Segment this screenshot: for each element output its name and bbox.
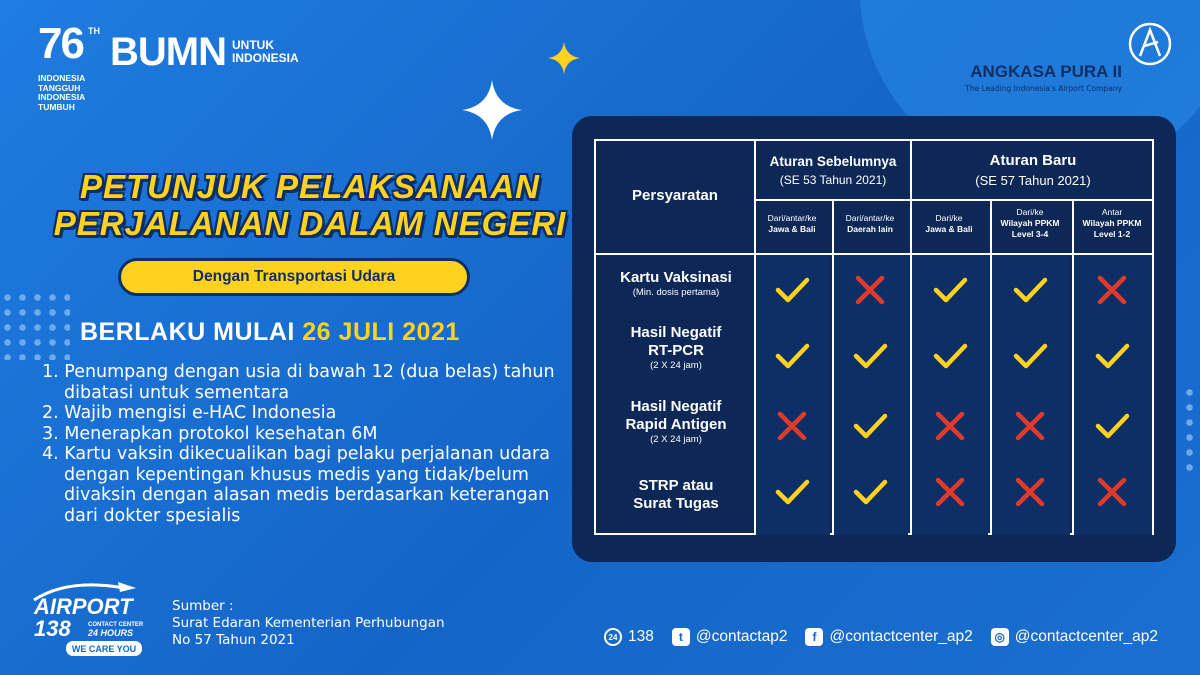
old-rule-ref: (SE 53 Tahun 2021) xyxy=(779,173,887,187)
bumn-logo-text: BUMN xyxy=(110,30,226,74)
effective-date-value: 26 JULI 2021 xyxy=(302,318,460,346)
check-icon xyxy=(1094,411,1130,441)
rule-item: 3. Menerapkan protokol kesehatan 6M xyxy=(42,423,378,444)
bumn-subtext-line: UNTUK xyxy=(231,38,274,52)
cross-icon xyxy=(932,411,968,441)
facebook-icon: f xyxy=(805,628,823,646)
cross-icon xyxy=(1012,477,1048,507)
column-header-line: Antar xyxy=(1101,207,1123,217)
check-icon xyxy=(1094,341,1130,371)
check-icon xyxy=(774,341,810,371)
row-label-strp xyxy=(596,477,756,513)
row-label-note: (Min. dosis pertama) xyxy=(632,287,720,298)
old-rule-header xyxy=(756,153,910,189)
column-header-line: Dari/antar/ke xyxy=(845,213,895,223)
row-label-text: STRP atau xyxy=(638,477,714,494)
angkasa-pura-logo-icon xyxy=(1128,22,1172,66)
tagline-line: INDONESIA xyxy=(38,73,86,83)
column-header xyxy=(754,213,830,235)
cross-icon xyxy=(932,477,968,507)
airport-138-badge xyxy=(28,578,150,658)
title-line-1: PETUNJUK PELAKSANAAN xyxy=(79,168,541,205)
column-header xyxy=(1072,207,1152,240)
cross-icon xyxy=(1094,477,1130,507)
check-icon xyxy=(852,341,888,371)
new-rule-title: Aturan Baru xyxy=(989,152,1077,169)
requirements-table xyxy=(594,139,1154,535)
column-header xyxy=(910,213,988,235)
airport-badge-cc1: CONTACT CENTER xyxy=(88,622,144,628)
bumn-logo-subtext xyxy=(232,39,299,65)
column-header-line: Jawa & Bali xyxy=(925,224,973,234)
social-bar xyxy=(604,628,1158,646)
instagram-icon: ◎ xyxy=(991,628,1009,646)
row-label-text: Kartu Vaksinasi xyxy=(620,269,732,286)
old-rule-title: Aturan Sebelumnya xyxy=(769,154,897,169)
check-icon xyxy=(852,477,888,507)
tagline-line: TANGGUH xyxy=(38,82,81,93)
social-handle: 138 xyxy=(628,628,654,645)
anniversary-number: 76 xyxy=(38,19,83,68)
sparkle-small-icon xyxy=(548,42,580,74)
anniversary-tagline xyxy=(38,74,85,112)
grid-line xyxy=(754,199,1154,201)
social-item[interactable] xyxy=(991,628,1158,646)
row-label-antigen xyxy=(596,398,756,446)
source-label: Sumber : xyxy=(172,598,234,614)
social-handle: @contactap2 xyxy=(695,628,788,645)
airport-badge-tagline: WE CARE YOU xyxy=(71,644,137,654)
twitter-icon: t xyxy=(672,628,690,646)
bumn-logo xyxy=(110,32,299,72)
source-line: No 57 Tahun 2021 xyxy=(172,632,295,648)
column-header-line: Dari/ke xyxy=(935,213,963,223)
new-rule-header xyxy=(912,151,1154,191)
row-label-text: Rapid Antigen xyxy=(625,416,727,433)
rule-item: 4. Kartu vaksin dikecualikan bagi pelaku perjalanan udara dengan kepentingan khusus medis yang tidak/belum divaksin dengan alasan medis berdasarkan keterangan dari dokter spesialis xyxy=(42,444,550,526)
row-label-text: Surat Tugas xyxy=(633,495,719,512)
title-line-2: PERJALANAN DALAM NEGERI xyxy=(53,205,567,242)
airport-badge-cc2: 24 HOURS xyxy=(88,628,134,638)
cross-icon xyxy=(1012,411,1048,441)
main-title xyxy=(30,168,590,242)
row-label-note: (2 X 24 jam) xyxy=(650,434,702,445)
decor-dots-left xyxy=(0,290,70,360)
anniversary-suffix: TH xyxy=(88,26,100,36)
column-header xyxy=(832,213,908,235)
social-item[interactable] xyxy=(672,628,788,646)
check-icon xyxy=(774,477,810,507)
social-item[interactable] xyxy=(604,628,654,646)
effective-label: BERLAKU MULAI xyxy=(80,318,295,346)
row-label-text: RT-PCR xyxy=(648,342,704,359)
row-label-vaccine xyxy=(596,269,756,299)
check-icon xyxy=(1012,275,1048,305)
social-handle: @contactcenter_ap2 xyxy=(829,628,973,645)
sparkle-large-icon xyxy=(462,80,522,140)
new-rule-ref: (SE 57 Tahun 2021) xyxy=(975,173,1091,188)
row-label-text: Hasil Negatif xyxy=(630,324,722,341)
tagline-line: TUMBUH xyxy=(38,101,75,112)
column-header-line: Jawa & Bali xyxy=(768,224,816,234)
column-header-line: Dari/antar/ke xyxy=(767,213,817,223)
ap2-name: ANGKASA PURA II xyxy=(970,62,1122,81)
social-handle: @contactcenter_ap2 xyxy=(1014,628,1159,645)
grid-line xyxy=(990,199,992,535)
column-header xyxy=(990,207,1070,240)
phone-24-icon: 24 xyxy=(604,628,622,646)
source-note xyxy=(172,598,445,649)
column-header-line: Wilayah PPKM xyxy=(1082,218,1142,228)
subtitle-pill: Dengan Transportasi Udara xyxy=(118,258,470,296)
grid-line xyxy=(596,253,1154,255)
source-line: Surat Edaran Kementerian Perhubungan xyxy=(172,615,445,631)
grid-line xyxy=(832,199,834,535)
check-icon xyxy=(932,275,968,305)
effective-date xyxy=(80,318,460,347)
grid-line xyxy=(1072,199,1074,535)
airport-badge-title: AIRPORT xyxy=(34,594,133,619)
rule-item: 1. Penumpang dengan usia di bawah 12 (dua belas) tahun dibatasi untuk sementara xyxy=(42,362,555,403)
check-icon xyxy=(932,341,968,371)
tagline-line: INDONESIA xyxy=(38,92,86,102)
cross-icon xyxy=(1094,275,1130,305)
column-header-line: Daerah lain xyxy=(847,224,893,234)
row-label-pcr xyxy=(596,324,756,372)
column-header-line: Level 3-4 xyxy=(1011,229,1049,239)
check-icon xyxy=(774,275,810,305)
column-header-line: Wilayah PPKM xyxy=(1000,218,1060,228)
row-label-text: Hasil Negatif xyxy=(630,398,722,415)
rule-item: 2. Wajib mengisi e-HAC Indonesia xyxy=(42,403,337,423)
angkasa-pura-brand xyxy=(965,62,1122,93)
check-icon xyxy=(852,411,888,441)
airport-badge-number: 138 xyxy=(34,616,71,641)
check-icon xyxy=(1012,341,1048,371)
rules-list xyxy=(42,362,562,526)
column-header-line: Level 1-2 xyxy=(1093,229,1131,239)
ap2-tagline: The Leading Indonesia's Airport Company xyxy=(965,84,1122,93)
social-item[interactable] xyxy=(805,628,972,646)
cross-icon xyxy=(852,275,888,305)
cross-icon xyxy=(774,411,810,441)
requirements-header: Persyaratan xyxy=(632,187,718,204)
bumn-subtext-line: INDONESIA xyxy=(231,51,299,65)
decor-dots-right xyxy=(1182,385,1200,475)
anniversary-logo xyxy=(38,19,100,112)
row-label-note: (2 X 24 jam) xyxy=(650,360,702,371)
column-header-line: Dari/ke xyxy=(1016,207,1044,217)
